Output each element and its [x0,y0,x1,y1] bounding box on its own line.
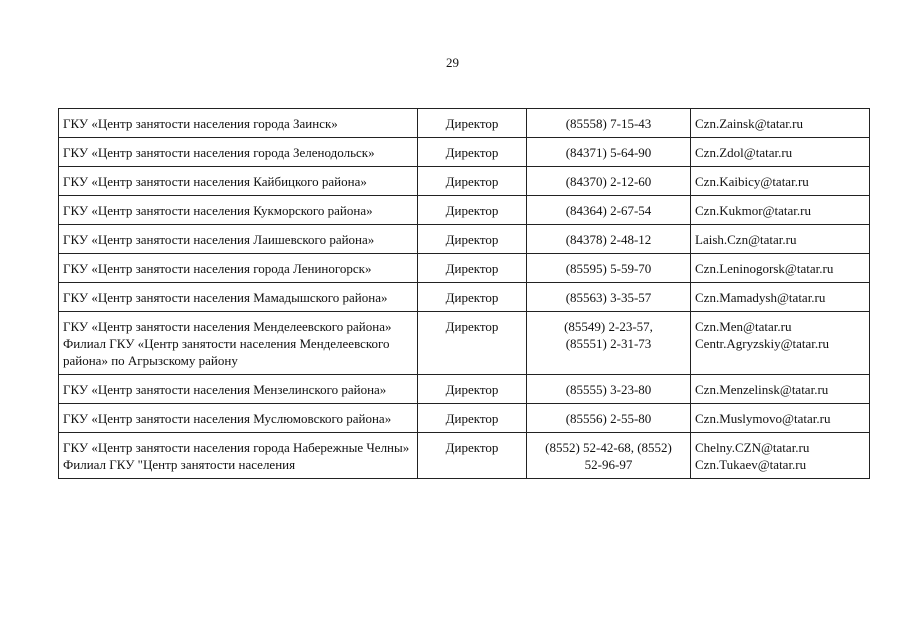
phone-cell [527,109,691,138]
position-title: Директор [445,440,499,455]
email-cell [691,283,870,312]
table-row [59,109,870,138]
phone-cell [527,167,691,196]
contacts-table [58,108,870,479]
position-title: Директор [445,261,499,276]
email-address: Czn.Muslymovo@tatar.ru [695,411,831,426]
position-cell [418,283,527,312]
organization-cell [59,109,418,138]
phone-number: (85556) 2-55-80 [565,411,652,426]
position-cell [418,312,527,375]
table-row [59,433,870,479]
organization-cell [59,404,418,433]
phone-number: (8552) 52-42-68, (8552) [545,440,672,455]
phone-number: 52-96-97 [584,457,633,472]
phone-cell [527,433,691,479]
table-row [59,375,870,404]
position-title: Директор [445,174,499,189]
organization-name: ГКУ «Центр занятости населения города Набережные Челны» Филиал ГКУ "Центр занятости населения [63,440,410,472]
email-cell [691,254,870,283]
phone-cell [527,225,691,254]
phone-cell [527,312,691,375]
phone-number: (85563) 3-35-57 [565,290,652,305]
organization-name: ГКУ «Центр занятости населения Кукморского района» [63,203,373,218]
phone-number: (84370) 2-12-60 [565,174,652,189]
organization-name: ГКУ «Центр занятости населения города Зеленодольск» [63,145,375,160]
position-title: Директор [445,319,499,334]
organization-name: ГКУ «Центр занятости населения города Заинск» [63,116,338,131]
email-address: Centr.Agryzskiy@tatar.ru [695,336,829,351]
phone-number: (85595) 5-59-70 [565,261,652,276]
organization-cell [59,312,418,375]
email-address: Laish.Czn@tatar.ru [695,232,797,247]
phone-number: (84371) 5-64-90 [565,145,652,160]
phone-number: (85549) 2-23-57, [564,319,653,334]
position-cell [418,167,527,196]
table-row [59,312,870,375]
table-row [59,404,870,433]
position-cell [418,109,527,138]
email-cell [691,196,870,225]
organization-name: ГКУ «Центр занятости населения Менделеевского района» Филиал ГКУ «Центр занятости населения Менделеевского района» по Агрызскому району [63,319,392,368]
organization-name: ГКУ «Центр занятости населения Муслюмовского района» [63,411,392,426]
position-title: Директор [445,116,499,131]
email-address: Czn.Kaibicy@tatar.ru [695,174,809,189]
phone-cell [527,404,691,433]
table-row [59,283,870,312]
email-address: Czn.Tukaev@tatar.ru [695,457,807,472]
email-address: Czn.Kukmor@tatar.ru [695,203,811,218]
email-address: Czn.Menzelinsk@tatar.ru [695,382,829,397]
organization-cell [59,283,418,312]
email-cell [691,312,870,375]
phone-number: (84378) 2-48-12 [565,232,652,247]
phone-cell [527,138,691,167]
organization-cell [59,433,418,479]
position-cell [418,254,527,283]
email-address: Czn.Men@tatar.ru [695,319,792,334]
organization-cell [59,254,418,283]
phone-cell [527,196,691,225]
organization-name: ГКУ «Центр занятости населения города Лениногорск» [63,261,372,276]
position-title: Директор [445,145,499,160]
position-title: Директор [445,290,499,305]
phone-cell [527,375,691,404]
email-address: Czn.Leninogorsk@tatar.ru [695,261,834,276]
page-number: 29 [446,55,459,70]
organization-cell [59,225,418,254]
table-row [59,225,870,254]
organization-name: ГКУ «Центр занятости населения Мензелинского района» [63,382,387,397]
phone-number: (85551) 2-31-73 [565,336,652,351]
phone-number: (85555) 3-23-80 [565,382,652,397]
position-cell [418,225,527,254]
position-cell [418,196,527,225]
contacts-table-body [59,109,870,479]
email-address: Chelny.CZN@tatar.ru [695,440,810,455]
email-cell [691,433,870,479]
position-title: Директор [445,232,499,247]
email-cell [691,109,870,138]
phone-cell [527,254,691,283]
position-cell [418,375,527,404]
position-title: Директор [445,411,499,426]
email-address: Czn.Zainsk@tatar.ru [695,116,803,131]
email-cell [691,404,870,433]
phone-number: (85558) 7-15-43 [565,116,652,131]
email-address: Czn.Zdol@tatar.ru [695,145,793,160]
table-row [59,167,870,196]
table-row [59,254,870,283]
email-cell [691,375,870,404]
organization-name: ГКУ «Центр занятости населения Мамадышского района» [63,290,388,305]
email-address: Czn.Mamadysh@tatar.ru [695,290,826,305]
organization-cell [59,138,418,167]
table-row [59,196,870,225]
position-cell [418,404,527,433]
phone-cell [527,283,691,312]
position-cell [418,433,527,479]
table-row [59,138,870,167]
organization-name: ГКУ «Центр занятости населения Кайбицкого района» [63,174,367,189]
phone-number: (84364) 2-67-54 [565,203,652,218]
email-cell [691,225,870,254]
organization-cell [59,167,418,196]
email-cell [691,167,870,196]
position-title: Директор [445,382,499,397]
organization-cell [59,196,418,225]
organization-name: ГКУ «Центр занятости населения Лаишевского района» [63,232,375,247]
position-title: Директор [445,203,499,218]
email-cell [691,138,870,167]
position-cell [418,138,527,167]
organization-cell [59,375,418,404]
